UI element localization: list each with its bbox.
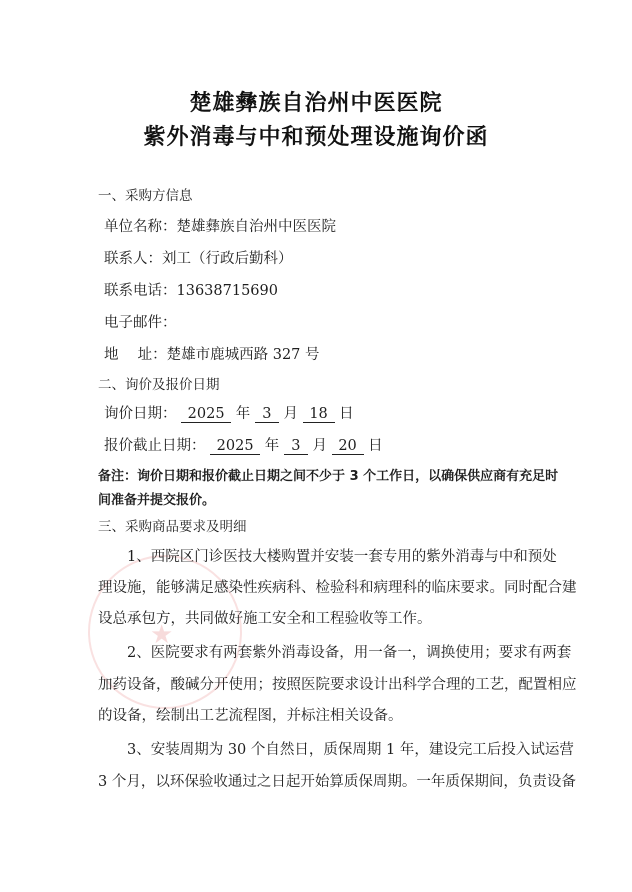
address-label: 地 址：: [104, 347, 167, 363]
deadline-year: 2025: [210, 439, 260, 455]
deadline-day: 20: [332, 439, 364, 455]
deadline-month: 3: [284, 439, 308, 455]
inquiry-year: 2025: [181, 407, 231, 423]
section3-heading: 三、采购商品要求及明细: [98, 519, 247, 535]
email-label: 电子邮件：: [104, 315, 177, 331]
contact-value: 刘工（行政后勤科）: [162, 251, 293, 267]
paragraph2-line3: 的设备，绘制出工艺流程图，并标注相关设备。: [98, 708, 403, 724]
phone-value: 13638715690: [176, 283, 278, 299]
note-prefix: 备注：: [98, 469, 138, 484]
paragraph1-line2: 理设施，能够满足感染性疾病科、检验科和病理科的临床要求。同时配合建: [98, 580, 577, 596]
paragraph3-line2: 3 个月，以环保验收通过之日起开始算质保周期。一年质保期间，负责设备: [98, 774, 576, 790]
note-count: 3: [349, 469, 359, 484]
year-unit: 年: [264, 438, 280, 454]
unit-name-label: 单位名称：: [104, 219, 177, 235]
section2-heading: 二、询价及报价日期: [98, 377, 220, 393]
deadline-date-label: 报价截止日期：: [104, 438, 206, 454]
phone-label: 联系电话：: [104, 283, 177, 299]
inquiry-date-row: [104, 402, 354, 423]
address-value: 楚雄市鹿城西路 327 号: [166, 347, 320, 363]
note-text-a: 询价日期和报价截止日期之间不少于: [137, 469, 346, 484]
address-row: [104, 343, 320, 364]
deadline-date-row: [104, 434, 383, 455]
note-line1: [98, 465, 558, 484]
month-unit: 月: [312, 438, 327, 454]
document-title-line1: 楚雄彝族自治州中医医院: [189, 91, 443, 116]
phone-row: [104, 279, 278, 300]
inquiry-month: 3: [255, 407, 279, 423]
paragraph2-line2: 加药设备，酸碱分开使用；按照医院要求设计出科学合理的工艺，配置相应: [98, 677, 577, 693]
email-row: [104, 311, 177, 332]
contact-label: 联系人：: [104, 251, 162, 267]
document-title-line2: 紫外消毒与中和预处理设施询价函: [143, 125, 489, 150]
seal-star-icon: ★: [150, 620, 174, 650]
month-unit: 月: [283, 406, 298, 422]
contact-row: [104, 247, 293, 268]
inquiry-day: 18: [303, 407, 335, 423]
paragraph2-line1: 2、医院要求有两套紫外消毒设备，用一备一，调换使用；要求有两套: [127, 645, 572, 661]
paragraph1-line1: 1、西院区门诊医技大楼购置并安装一套专用的紫外消毒与中和预处: [127, 549, 557, 565]
paragraph1-line3: 设总承包方，共同做好施工安全和工程验收等工作。: [98, 611, 432, 627]
section1-heading: 一、采购方信息: [98, 188, 193, 204]
day-unit: 日: [339, 406, 354, 422]
note-line2: 间准备并提交报价。: [98, 493, 216, 508]
paragraph3-line1: 3、安装周期为 30 个自然日，质保周期 1 年，建设完工后投入试运营: [127, 742, 574, 758]
unit-name-value: 楚雄彝族自治州中医医院: [176, 219, 336, 235]
day-unit: 日: [368, 438, 383, 454]
inquiry-date-label: 询价日期：: [104, 406, 177, 422]
note-text-b: 个工作日，以确保供应商有充足时: [363, 469, 559, 484]
year-unit: 年: [235, 406, 251, 422]
unit-name-row: [104, 215, 336, 236]
